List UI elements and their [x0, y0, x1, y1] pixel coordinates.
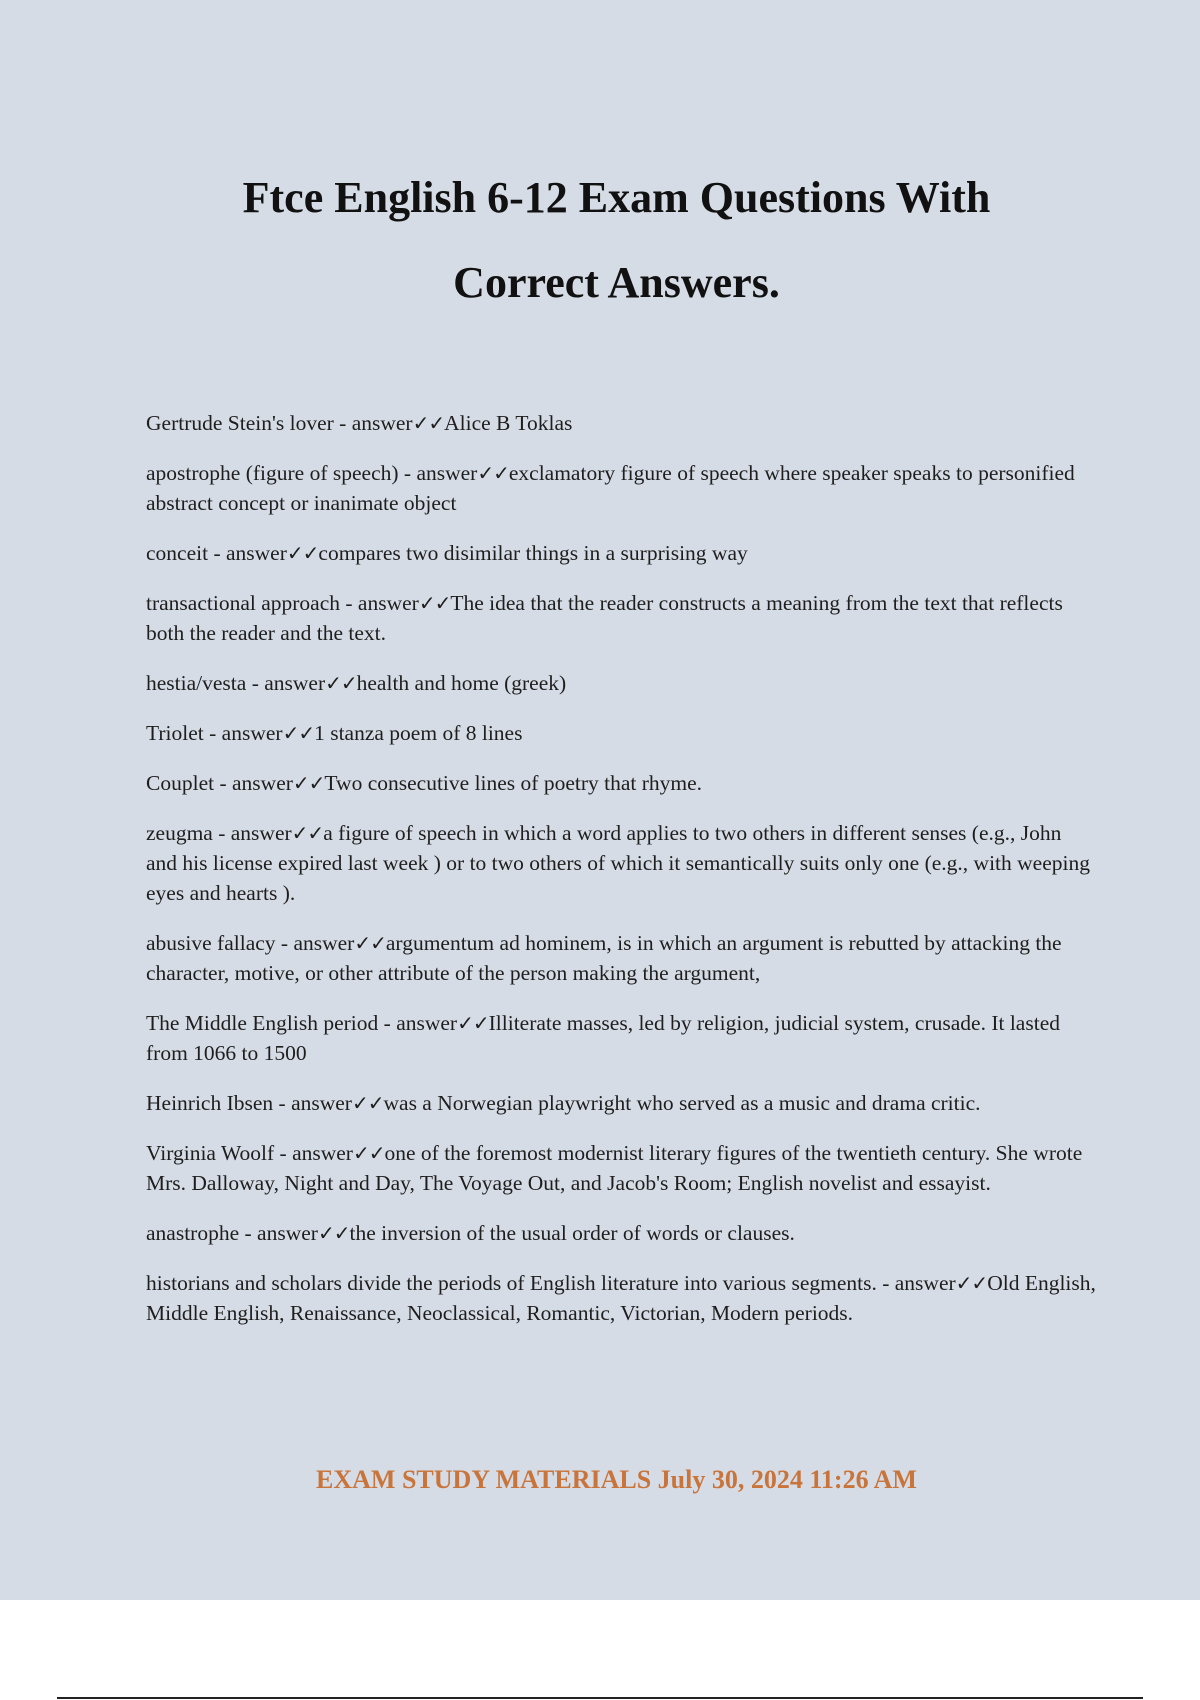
answer-separator: - answer: [333, 411, 413, 435]
title-line-1: Ftce English 6-12 Exam Questions With: [242, 173, 991, 222]
list-item: [146, 1008, 1096, 1068]
question-term: Gertrude Stein's lover: [146, 411, 334, 435]
answer-text: a figure of speech in which a word applies to two others in different senses (e.g., John and his license expired last week ) or to two others of which it semantically suits only one (e.g., with weeping eyes and hearts ).: [146, 821, 1090, 905]
list-item: [146, 1088, 1096, 1118]
answer-text: Old English, Middle English, Renaissance, Neoclassical, Romantic, Victorian, Modern periods.: [146, 1271, 1096, 1325]
question-term: abusive fallacy: [146, 931, 276, 955]
answer-text: argumentum ad hominem, is in which an argument is rebutted by attacking the character, motive, or other attribute of the person making the argument,: [146, 931, 1062, 985]
answer-separator: - answer: [246, 671, 326, 695]
answer-text: the inversion of the usual order of words or clauses.: [349, 1221, 795, 1245]
list-item: [146, 458, 1096, 518]
list-item: [146, 818, 1096, 908]
list-item: [146, 408, 1096, 438]
question-term: Virginia Woolf: [146, 1141, 275, 1165]
answer-text: health and home (greek): [356, 671, 567, 695]
check-marks-icon: ✓✓: [412, 411, 445, 435]
question-term: zeugma: [146, 821, 213, 845]
question-term: Triolet: [146, 721, 204, 745]
check-marks-icon: ✓✓: [292, 771, 325, 795]
answer-separator: - answer: [876, 1271, 956, 1295]
answer-text: Two consecutive lines of poetry that rhyme.: [324, 771, 703, 795]
document-title: [120, 155, 1113, 325]
check-marks-icon: ✓✓: [457, 1011, 489, 1035]
answer-separator: - answer: [214, 771, 293, 795]
question-term: Heinrich Ibsen: [146, 1091, 274, 1115]
question-term: apostrophe (figure of speech): [146, 461, 399, 485]
list-item: [146, 1218, 1096, 1248]
answer-text: Alice B Toklas: [444, 411, 573, 435]
question-term: hestia/vesta: [146, 671, 247, 695]
question-term: Couplet: [146, 771, 215, 795]
question-term: transactional approach: [146, 591, 341, 615]
check-marks-icon: ✓✓: [354, 931, 386, 955]
check-marks-icon: ✓✓: [286, 541, 319, 565]
answer-separator: - answer: [239, 1221, 318, 1245]
answer-separator: - answer: [203, 721, 283, 745]
answer-text: exclamatory figure of speech where speaker speaks to personified abstract concept or inanimate object: [146, 461, 1075, 515]
question-term: anastrophe: [146, 1221, 240, 1245]
answer-text: one of the foremost modernist literary figures of the twentieth century. She wrote Mrs. Dalloway, Night and Day, The Voyage Out, and Jacob's Room; English novelist and essayist.: [146, 1141, 1083, 1195]
question-answer-list: [146, 408, 1096, 1348]
list-item: [146, 718, 1096, 748]
check-marks-icon: ✓✓: [291, 821, 324, 845]
list-item: [146, 768, 1096, 798]
answer-text: The idea that the reader constructs a meaning from the text that reflects both the reader and the text.: [146, 591, 1063, 645]
list-item: [146, 1268, 1096, 1328]
check-marks-icon: ✓✓: [352, 1141, 385, 1165]
answer-separator: - answer: [398, 461, 478, 485]
list-item: [146, 1138, 1096, 1198]
title-line-2: Correct Answers.: [453, 258, 780, 307]
check-marks-icon: ✓✓: [418, 591, 451, 615]
answer-separator: - answer: [208, 541, 287, 565]
answer-separator: - answer: [340, 591, 419, 615]
question-term: The Middle English period: [146, 1011, 379, 1035]
list-item: [146, 538, 1096, 568]
answer-separator: - answer: [275, 931, 355, 955]
answer-separator: - answer: [378, 1011, 458, 1035]
check-marks-icon: ✓✓: [477, 461, 509, 485]
answer-separator: - answer: [212, 821, 292, 845]
check-marks-icon: ✓✓: [317, 1221, 350, 1245]
question-term: conceit: [146, 541, 209, 565]
answer-text: compares two disimilar things in a surprising way: [318, 541, 748, 565]
check-marks-icon: ✓✓: [955, 1271, 988, 1295]
answer-separator: - answer: [274, 1141, 353, 1165]
answer-text: Illiterate masses, led by religion, judicial system, crusade. It lasted from 1066 to 1500: [146, 1011, 1060, 1065]
list-item: [146, 928, 1096, 988]
list-item: [146, 668, 1096, 698]
answer-text: was a Norwegian playwright who served as a music and drama critic.: [383, 1091, 981, 1115]
list-item: [146, 588, 1096, 648]
page-divider: [57, 1697, 1143, 1699]
check-marks-icon: ✓✓: [325, 671, 357, 695]
answer-separator: - answer: [273, 1091, 352, 1115]
check-marks-icon: ✓✓: [282, 721, 315, 745]
footer-stamp: EXAM STUDY MATERIALS July 30, 2024 11:26 AM: [316, 1465, 917, 1494]
question-term: historians and scholars divide the periods of English literature into various segments.: [146, 1271, 877, 1295]
check-marks-icon: ✓✓: [351, 1091, 384, 1115]
answer-text: 1 stanza poem of 8 lines: [314, 721, 523, 745]
